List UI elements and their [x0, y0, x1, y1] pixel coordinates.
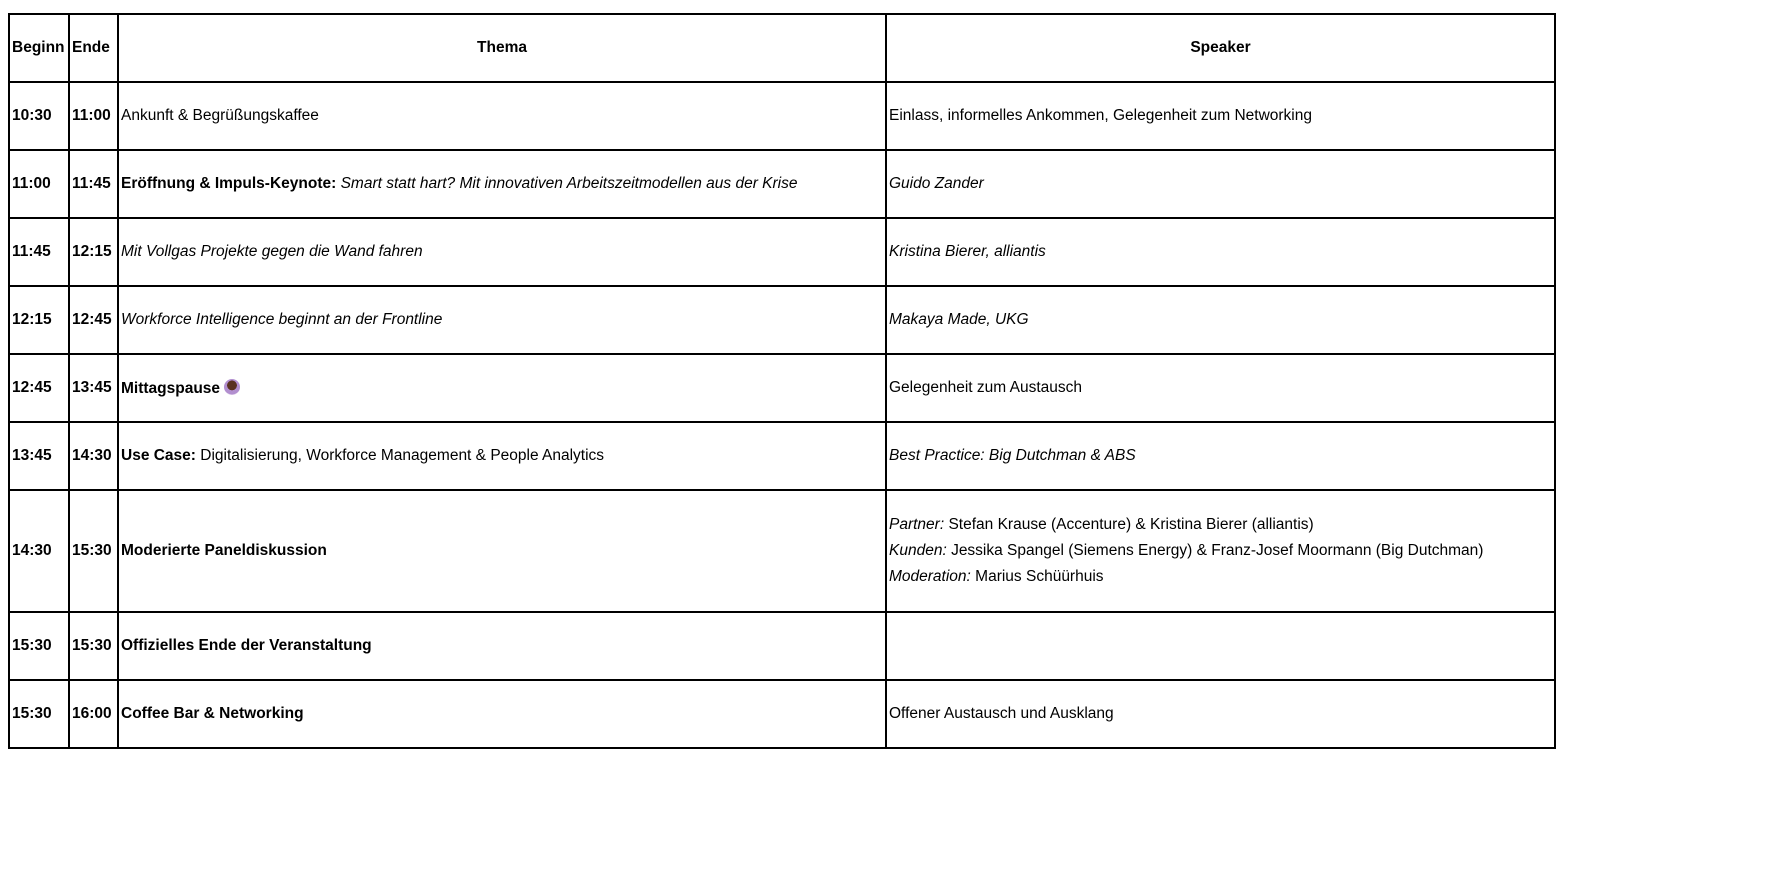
topic-italic-title: Workforce Intelligence beginnt an der Frontline	[121, 311, 443, 328]
speaker-names: Jessika Spangel (Siemens Energy) & Franz-Josef Moormann (Big Dutchman)	[951, 542, 1484, 559]
speaker-cell	[886, 218, 1555, 286]
end-time: 12:15	[69, 218, 118, 286]
speaker-name: Best Practice: Big Dutchman & ABS	[889, 447, 1136, 464]
topic-cell	[118, 680, 886, 748]
speaker-cell	[886, 354, 1555, 422]
header-speaker: Speaker	[886, 14, 1555, 82]
speaker-cell	[886, 490, 1555, 612]
topic-bold-title: Moderierte Paneldiskussion	[121, 542, 327, 559]
agenda-row	[9, 354, 1555, 422]
topic-bold-label: Eröffnung & Impuls-Keynote:	[121, 175, 337, 192]
topic-cell	[118, 218, 886, 286]
speaker-line-moderation	[889, 564, 1552, 590]
topic-bold-title: Mittagspause	[121, 379, 221, 397]
agenda-row	[9, 612, 1555, 680]
speaker-text: Gelegenheit zum Austausch	[889, 379, 1083, 396]
speaker-line-customers	[889, 538, 1552, 564]
speaker-cell	[886, 286, 1555, 354]
end-time: 15:30	[69, 612, 118, 680]
header-row	[9, 14, 1555, 82]
agenda-row	[9, 82, 1555, 150]
speaker-cell	[886, 82, 1555, 150]
speaker-cell	[886, 422, 1555, 490]
begin-time: 11:00	[9, 150, 69, 218]
agenda-row	[9, 286, 1555, 354]
speaker-line-partner	[889, 512, 1552, 538]
begin-time: 15:30	[9, 680, 69, 748]
speaker-name: Makaya Made, UKG	[889, 311, 1029, 328]
header-end: Ende	[69, 14, 118, 82]
speaker-cell	[886, 150, 1555, 218]
topic-cell	[118, 286, 886, 354]
topic-cell	[118, 490, 886, 612]
begin-time: 12:45	[9, 354, 69, 422]
speaker-names: Stefan Krause (Accenture) & Kristina Bierer (alliantis)	[948, 516, 1314, 533]
speaker-name: Kristina Bierer, alliantis	[889, 243, 1046, 260]
end-time: 16:00	[69, 680, 118, 748]
end-time: 15:30	[69, 490, 118, 612]
end-time: 14:30	[69, 422, 118, 490]
agenda-row	[9, 422, 1555, 490]
speaker-role-label: Moderation:	[889, 568, 971, 585]
topic-cell	[118, 82, 886, 150]
end-time: 12:45	[69, 286, 118, 354]
begin-time: 10:30	[9, 82, 69, 150]
begin-time: 14:30	[9, 490, 69, 612]
topic-text: Ankunft & Begrüßungskaffee	[121, 107, 319, 124]
agenda-table	[8, 13, 1556, 749]
topic-text: Digitalisierung, Workforce Management & People Analytics	[200, 447, 605, 464]
speaker-text: Einlass, informelles Ankommen, Gelegenheit zum Networking	[889, 107, 1312, 124]
agenda-row	[9, 680, 1555, 748]
begin-time: 15:30	[9, 612, 69, 680]
speaker-role-label: Kunden:	[889, 542, 947, 559]
topic-cell	[118, 612, 886, 680]
end-time: 11:45	[69, 150, 118, 218]
speaker-text: Offener Austausch und Ausklang	[889, 705, 1114, 722]
speaker-cell-empty	[886, 612, 1555, 680]
agenda-row	[9, 490, 1555, 612]
topic-cell	[118, 354, 886, 422]
topic-italic-title: Smart statt hart? Mit innovativen Arbeitszeitmodellen aus der Krise	[340, 175, 798, 192]
speaker-name: Guido Zander	[889, 175, 984, 192]
agenda-row	[9, 218, 1555, 286]
speaker-names: Marius Schüürhuis	[975, 568, 1104, 585]
coffee-cup-icon	[224, 379, 240, 395]
topic-cell	[118, 422, 886, 490]
begin-time: 11:45	[9, 218, 69, 286]
topic-bold-title: Offizielles Ende der Veranstaltung	[121, 637, 372, 654]
agenda-row	[9, 150, 1555, 218]
speaker-role-label: Partner:	[889, 516, 945, 533]
topic-bold-title: Coffee Bar & Networking	[121, 705, 304, 722]
header-begin: Beginn	[9, 14, 69, 82]
topic-cell	[118, 150, 886, 218]
topic-bold-label: Use Case:	[121, 447, 196, 464]
begin-time: 13:45	[9, 422, 69, 490]
topic-italic-title: Mit Vollgas Projekte gegen die Wand fahren	[121, 243, 423, 260]
speaker-cell	[886, 680, 1555, 748]
end-time: 13:45	[69, 354, 118, 422]
end-time: 11:00	[69, 82, 118, 150]
header-topic: Thema	[118, 14, 886, 82]
begin-time: 12:15	[9, 286, 69, 354]
